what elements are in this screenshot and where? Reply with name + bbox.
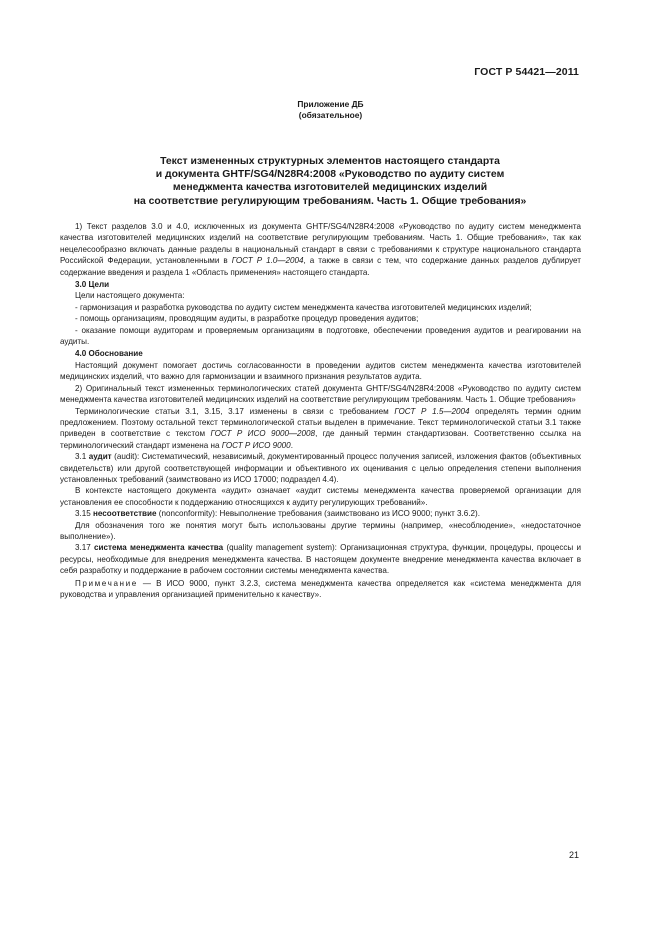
section-heading-3-0: 3.0 Цели	[75, 280, 110, 290]
text-run: .	[290, 440, 293, 450]
standard-reference: ГОСТ Р ИСО 9000—2008	[210, 429, 316, 439]
text-run: , где данный термин стандартизован. Соответственно ссылка на терминологический стандарт изменена на	[60, 429, 581, 450]
term-3-17	[60, 542, 581, 576]
term-definition: (quality management system): Организационная структура, функции, процедуры, процессы и ресурсы, необходимые для внедрения менеджмента качества. В настоящем документе внедрение менеджмента качества включает в себя разработку и поддержание в рабочем состоянии системы менеджмента качества.	[60, 543, 582, 576]
text-run: 1) Текст разделов 3.0 и 4.0, исключенных из документа GHTF/SG4/N28R4:2008 «Руководство по аудиту систем менеджмента качества изготовителей медицинских изделий на соответствие регулирующим требованиям. Часть 1. Общие требования», так как нецелесообразно включать данные разделы в национальный стандарт в связи с требованиями к структуре национального стандарта Российской Федерации, установленными в	[60, 222, 581, 266]
term-3-1	[60, 451, 581, 485]
term-number: 3.1	[75, 452, 87, 462]
term-definition: (audit): Систематический, независимый, документированный процесс получения записей, изложения фактов (объективных свидетельств) или другой соответствующей информации и объективного их оценивания с целью определения степени выполнения установленных требований (заимствовано из ИСО 17000; подраздел 4.4).	[60, 452, 581, 484]
appendix-label: Приложение ДБ	[297, 99, 364, 109]
term-name: несоответствие	[93, 509, 157, 519]
note-text: — В ИСО 9000, пункт 3.2.3, система менеджмента качества определяется как «система менеджмента для руководства и управления организацией применительно к качеству».	[60, 578, 581, 599]
list-item: - помощь организациям, проводящим аудиты, в разработке процедур проведения аудитов;	[75, 314, 419, 324]
page-number: 21	[568, 850, 579, 860]
body-text	[60, 221, 581, 600]
term-3-15	[60, 508, 581, 519]
title-line: и документа GHTF/SG4/N28R4:2008 «Руководство по аудиту систем	[155, 169, 505, 181]
audit-context: В контексте настоящего документа «аудит» означает «аудит системы менеджмента качества проверяемой организации для установления ее способности к поддержанию относящихся к аудиту регулирующих требований».	[60, 486, 581, 507]
text-run: , а также в связи с тем, что содержание данных разделов дублирует содержание введения и раздела 1 «Область применения» настоящего стандарта.	[60, 256, 581, 277]
term-name: аудит	[88, 452, 112, 462]
section-heading-4-0: 4.0 Обоснование	[75, 349, 143, 359]
appendix-heading	[0, 99, 661, 121]
title-line: Текст измененных структурных элементов настоящего стандарта	[160, 156, 500, 167]
appendix-status: (обязательное)	[298, 110, 363, 120]
standard-reference: ГОСТ Р ИСО 9000	[221, 440, 291, 450]
goals-intro: Цели настоящего документа:	[75, 291, 185, 301]
paragraph-1	[60, 221, 581, 278]
term-changes-paragraph	[60, 406, 581, 452]
text-run: определять термин одним предложением. Поэтому остальной текст терминологической статьи выделен в примечание. Текст терминологической статьи 3.1 также приведен в соответствие с текстом	[60, 406, 581, 439]
standard-reference: ГОСТ Р 1.0—2004	[231, 256, 304, 266]
paragraph-2: 2) Оригинальный текст измененных терминологических статей документа GHTF/SG4/N28R4:2008 «Руководство по аудиту систем менеджмента качества изготовителей медицинских изделий на соответствие регулирующим требованиям. Часть 1. Общие требования»	[60, 383, 581, 405]
document-number: ГОСТ Р 54421—2011	[474, 66, 579, 78]
list-item: - гармонизация и разработка руководства по аудиту систем менеджмента качества изготовителей медицинских изделий;	[75, 302, 532, 312]
rationale-paragraph: Настоящий документ помогает достичь согласованности в проведении аудитов систем менеджмента качества изготовителей медицинских изделий, что важно для гармонизации и взаимного признания результатов аудита.	[60, 360, 581, 382]
nonconformity-synonyms: Для обозначения того же понятия могут быть использованы другие термины (например, «несоблюдение», «недостаточное выполнение»).	[60, 520, 581, 541]
term-number: 3.17	[75, 543, 91, 553]
title-line: менеджмента качества изготовителей медицинских изделий	[172, 182, 488, 194]
term-definition: (nonconformity): Невыполнение требования (заимствовано из ИСО 9000; пункт 3.6.2).	[156, 509, 480, 519]
text-run: Терминологические статьи 3.1, 3.15, 3.17 изменены в связи с требованием	[75, 406, 395, 416]
list-item: - оказание помощи аудиторам и проверяемым организациям в подготовке, обеспечении проведения аудитов и реагировании на аудиты.	[60, 325, 581, 347]
term-name: система менеджмента качества	[94, 543, 224, 553]
note	[60, 578, 581, 601]
note-label: Примечание	[75, 578, 138, 588]
standard-reference: ГОСТ Р 1.5—2004	[394, 406, 470, 416]
term-number: 3.15	[75, 509, 91, 519]
appendix-title	[60, 155, 600, 208]
title-line: на соответствие регулирующим требованиям. Часть 1. Общие требования»	[133, 195, 527, 207]
